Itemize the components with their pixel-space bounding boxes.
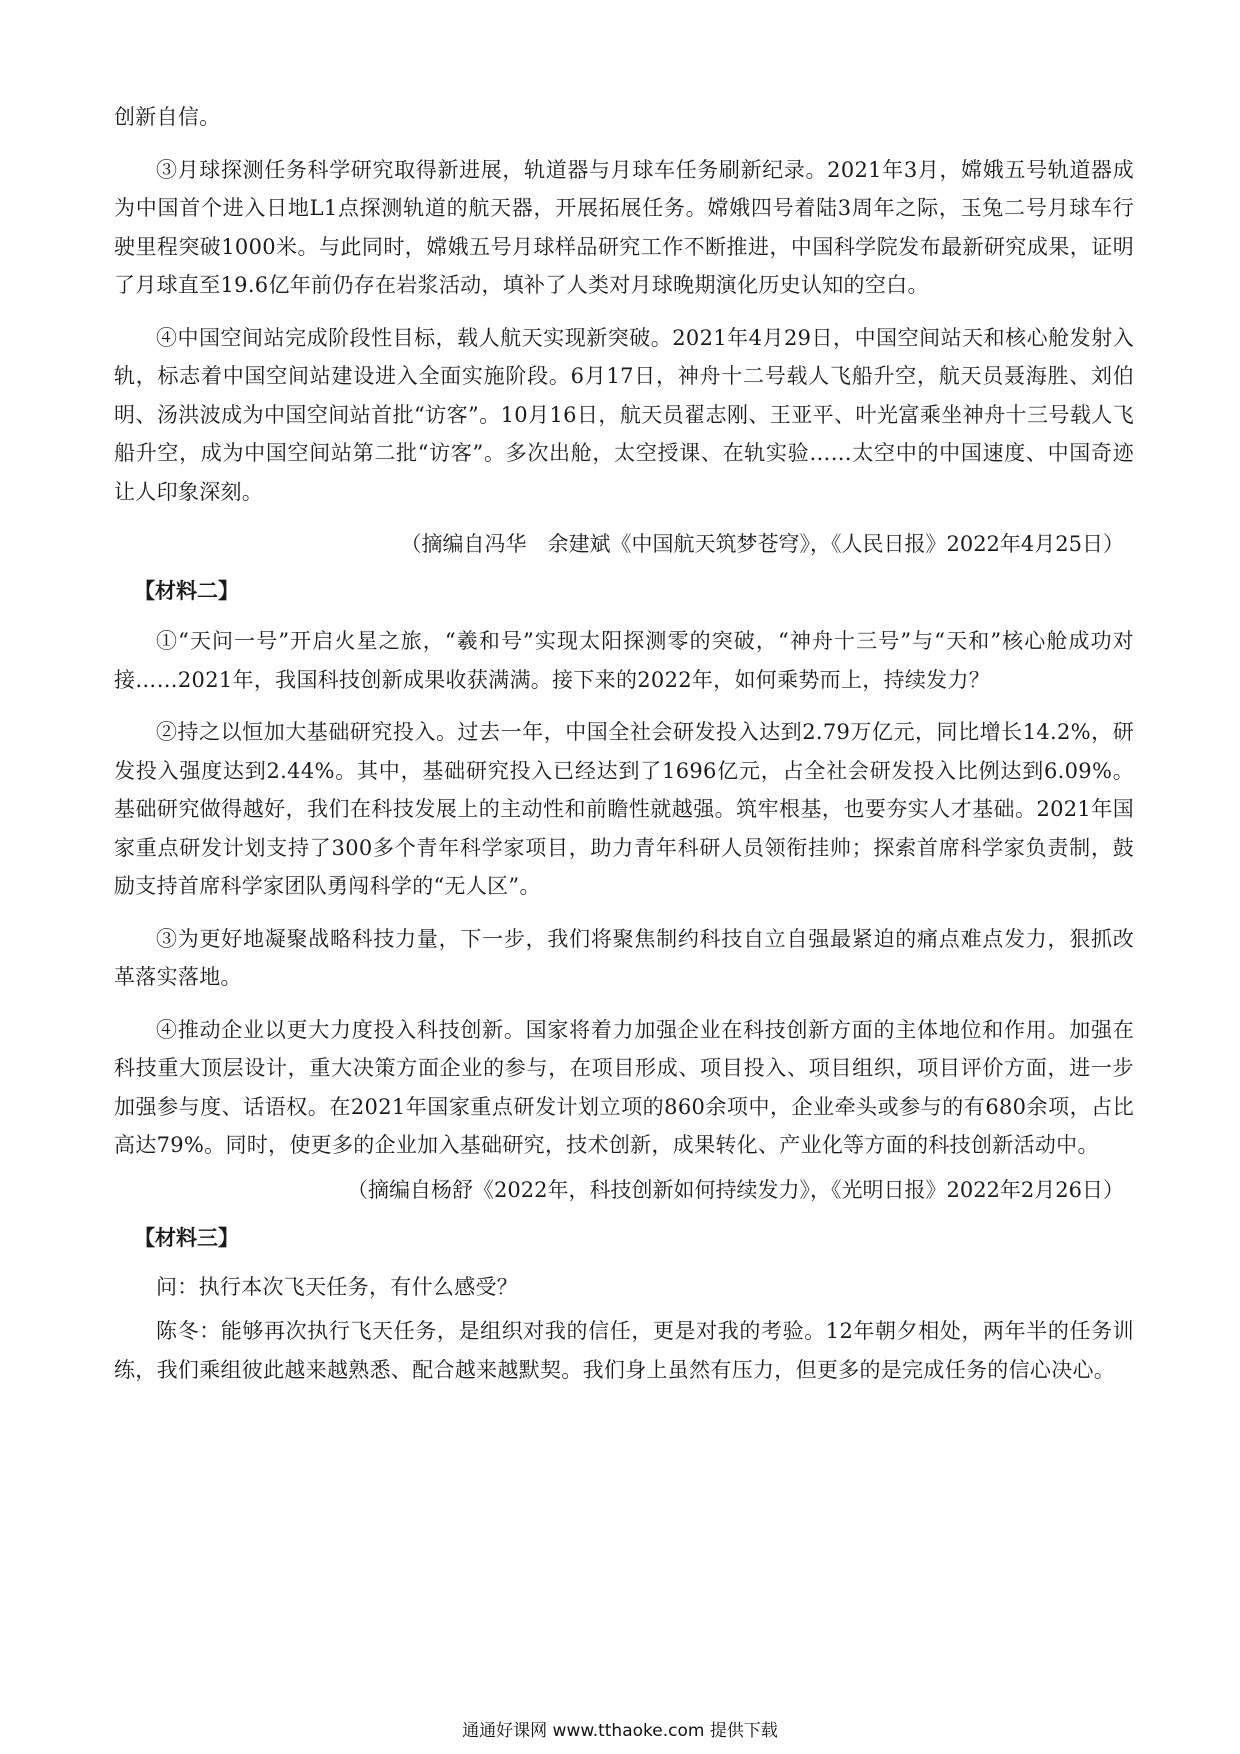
paragraph-m2-4: ④推动企业以更大力度投入科技创新。国家将着力加强企业在科技创新方面的主体地位和作用。加强在科技重大顶层设计，重大决策方面企业的参与，在项目形成、项目投入、项目组织，项目评价方面，进一步加强参与度、话语权。在2021年国家重点研发计划立项的860余项中，企业牵头或参与的有680余项，占比高达79%。同时，使更多的企业加入基础研究，技术创新，成果转化、产业化等方面的科技创新活动中。 (114, 1017, 1134, 1157)
paragraph-continuation: 创新自信。 (114, 105, 221, 129)
material-3-heading: 【材料三】 (134, 1225, 239, 1250)
interview-answer: 陈冬：能够再次执行飞天任务，是组织对我的信任，更是对我的考验。12年朝夕相处，两年半的任务训练，我们乘组彼此越来越熟悉、配合越来越默契。我们身上虽然有压力，但更多的是完成任务的信心决心。 (114, 1319, 1134, 1382)
paragraph-lunar-exploration: ③月球探测任务科学研究取得新进展，轨道器与月球车任务刷新纪录。2021年3月，嫦娥五号轨道器成为中国首个进入日地L1点探测轨道的航天器，开展拓展任务。嫦娥四号着陆3周年之际，玉兔二号月球车行驶里程突破1000米。与此同时，嫦娥五号月球样品研究工作不断推进，中国科学院发布最新研究成果，证明了月球直至19.6亿年前仍存在岩浆活动，填补了人类对月球晚期演化历史认知的空白。 (114, 157, 1134, 297)
source-citation-1: （摘编自冯华 余建斌《中国航天筑梦苍穹》，《人民日报》2022年4月25日） (400, 532, 1124, 556)
paragraph-m2-1: ①“天问一号”开启火星之旅，“羲和号”实现太阳探测零的突破，“神舟十三号”与“天和”核心舱成功对接……2021年，我国科技创新成果收获满满。接下来的2022年，如何乘势而上，持续发力？ (114, 629, 1134, 692)
paragraph-m2-3: ③为更好地凝聚战略科技力量，下一步，我们将聚焦制约科技自立自强最紧迫的痛点难点发力，狠抓改革落实落地。 (114, 926, 1134, 989)
document-body (114, 98, 1134, 1389)
footer-watermark: 通通好课网 www.tthaoke.com 提供下载 (462, 1721, 778, 1741)
material-2-heading: 【材料二】 (134, 577, 239, 603)
source-citation-2: （摘编自杨舒《2022年，科技创新如何持续发力》，《光明日报》2022年2月26日） (347, 1177, 1124, 1202)
paragraph-m2-2: ②持之以恒加大基础研究投入。过去一年，中国全社会研发投入达到2.79万亿元，同比增长14.2%，研发投入强度达到2.44%。其中，基础研究投入已经达到了1696亿元，占全社会研发投入比例达到6.09%。基础研究做得越好，我们在科技发展上的主动性和前瞻性就越强。筑牢根基，也要夯实人才基础。2021年国家重点研发计划支持了300多个青年科学家项目，助力青年科研人员领衔挂帅；探索首席科学家负责制，鼓励支持首席科学家团队勇闯科学的“无人区”。 (114, 720, 1134, 898)
paragraph-space-station: ④中国空间站完成阶段性目标，载人航天实现新突破。2021年4月29日，中国空间站天和核心舱发射入轨，标志着中国空间站建设进入全面实施阶段。6月17日，神舟十二号载人飞船升空，航天员聂海胜、刘伯明、汤洪波成为中国空间站首批“访客”。10月16日，航天员翟志刚、王亚平、叶光富乘坐神舟十三号载人飞船升空，成为中国空间站第二批“访客”。多次出舱，太空授课、在轨实验……太空中的中国速度、中国奇迹让人印象深刻。 (114, 325, 1134, 504)
interview-question: 问：执行本次飞天任务，有什么感受？ (156, 1274, 519, 1299)
